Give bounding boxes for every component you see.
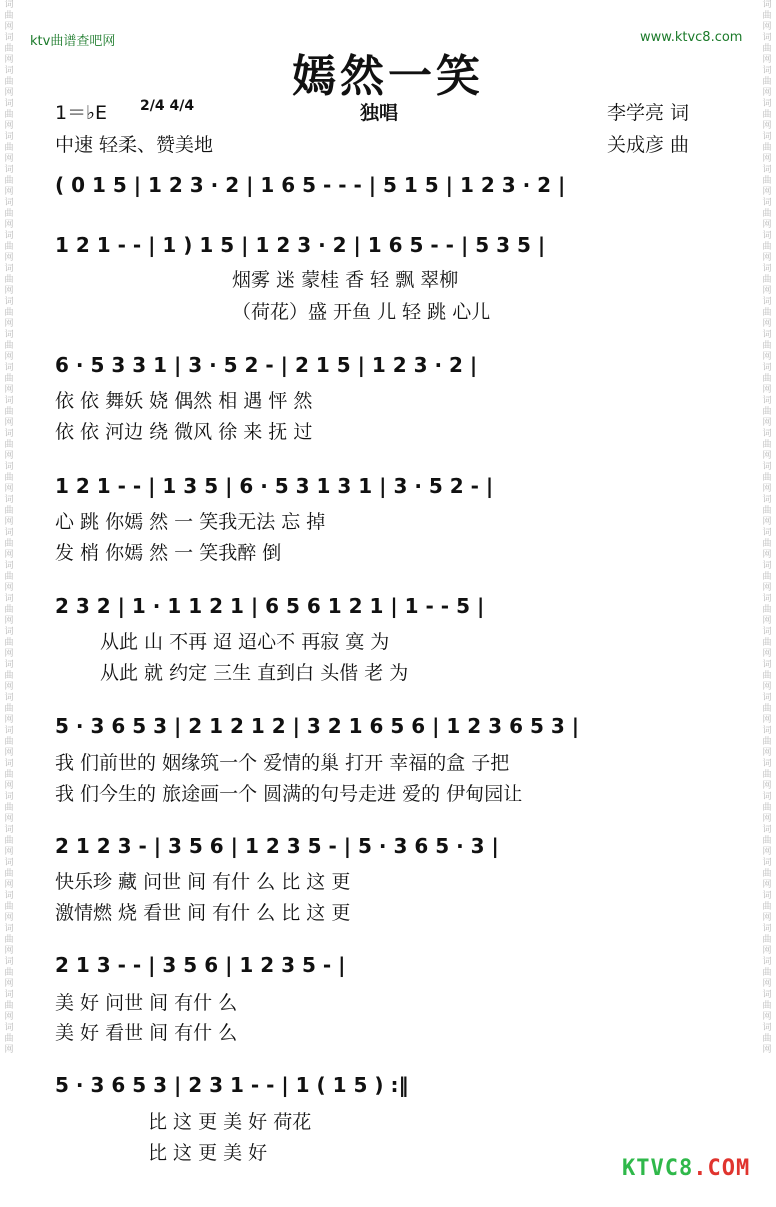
notes-line: 5 · 3 6 5 3 | 2 3 1 - - | 1 ( 1 5 ) :‖ bbox=[55, 1073, 409, 1097]
notes-line: 1 2 1 - - | 1 3 5 | 6 · 5 3 1 3 1 | 3 · 5 2 - | bbox=[55, 474, 494, 498]
notes-line: 2 1 2 3 - | 3 5 6 | 1 2 3 5 - | 5 · 3 6 5 · 3 | bbox=[55, 834, 499, 858]
side-watermark-right: 词曲网词曲网词曲网词曲网词曲网词曲网词曲网词曲网词曲网词曲网词曲网词曲网词曲网词曲网词曲网词曲网词曲网词曲网词曲网词曲网词曲网词曲网词曲网词曲网词曲网词曲网词曲网词曲网词曲网词曲网词曲网词曲网 bbox=[762, 0, 772, 1055]
lyric-verse-1: 我 们前世的 姻缘筑一个 爱情的巢 打开 幸福的盒 子把 bbox=[55, 752, 510, 774]
notes-line: 2 1 3 - - | 3 5 6 | 1 2 3 5 - | bbox=[55, 953, 346, 977]
lyric-verse-1: 从此 山 不再 迢 迢心不 再寂 寞 为 bbox=[100, 631, 390, 653]
side-watermark-left: 词曲网词曲网词曲网词曲网词曲网词曲网词曲网词曲网词曲网词曲网词曲网词曲网词曲网词曲网词曲网词曲网词曲网词曲网词曲网词曲网词曲网词曲网词曲网词曲网词曲网词曲网词曲网词曲网词曲网词曲网词曲网词曲网 bbox=[4, 0, 14, 1055]
lyric-verse-2: 我 们今生的 旅途画一个 圆满的句号走进 爱的 伊甸园让 bbox=[55, 783, 523, 805]
performance-type: 独唱 bbox=[360, 102, 399, 124]
notes-line: 5 · 3 6 5 3 | 2 1 2 1 2 | 3 2 1 6 5 6 | 1 2 3 6 5 3 | bbox=[55, 714, 580, 738]
lyric-verse-1: 心 跳 你嫣 然 一 笑我无法 忘 掉 bbox=[55, 511, 326, 533]
site-logo[interactable] bbox=[622, 1156, 750, 1181]
lyric-verse-2: 依 依 河边 绕 微风 徐 来 抚 过 bbox=[55, 421, 313, 443]
lyric-verse-2: （荷花）盛 开鱼 儿 轻 跳 心儿 bbox=[232, 301, 491, 323]
lyric-verse-2: 比 这 更 美 好 bbox=[148, 1142, 268, 1164]
site-name-left[interactable]: ktv曲谱查吧网 bbox=[30, 34, 116, 49]
lyric-verse-2: 从此 就 约定 三生 直到白 头偕 老 为 bbox=[100, 662, 409, 684]
lyric-verse-1: 比 这 更 美 好 荷花 bbox=[148, 1111, 312, 1133]
lyric-verse-2: 激情燃 烧 看世 间 有什 么 比 这 更 bbox=[55, 902, 351, 924]
lyric-verse-1: 快乐珍 藏 问世 间 有什 么 比 这 更 bbox=[55, 871, 351, 893]
time-signature: 2/4 4/4 bbox=[140, 98, 195, 114]
lyric-verse-2: 美 好 看世 间 有什 么 bbox=[55, 1022, 238, 1044]
lyric-verse-1: 依 依 舞妖 娆 偶然 相 遇 怦 然 bbox=[55, 390, 313, 412]
notes-line: ( 0 1 5 | 1 2 3 · 2 | 1 6 5 - - - | 5 1 5 | 1 2 3 · 2 | bbox=[55, 173, 566, 197]
notes-line: 1 2 1 - - | 1 ) 1 5 | 1 2 3 · 2 | 1 6 5 - - | 5 3 5 | bbox=[55, 233, 546, 257]
composer: 关成彦 曲 bbox=[607, 134, 690, 156]
site-url-right[interactable]: www.ktvc8.com bbox=[640, 30, 743, 45]
tempo-marking: 中速 轻柔、赞美地 bbox=[55, 134, 214, 156]
lyric-verse-2: 发 梢 你嫣 然 一 笑我醉 倒 bbox=[55, 542, 282, 564]
lyric-verse-1: 烟雾 迷 蒙桂 香 轻 飘 翠柳 bbox=[232, 269, 459, 291]
notes-line: 2 3 2 | 1 · 1 1 2 1 | 6 5 6 1 2 1 | 1 - - 5 | bbox=[55, 594, 485, 618]
notes-line: 6 · 5 3 3 1 | 3 · 5 2 - | 2 1 5 | 1 2 3 · 2 | bbox=[55, 353, 478, 377]
lyric-verse-1: 美 好 问世 间 有什 么 bbox=[55, 992, 238, 1014]
key-signature: 1＝♭E bbox=[55, 102, 108, 124]
song-title: 嫣然一笑 bbox=[292, 51, 484, 102]
lyricist: 李学亮 词 bbox=[607, 102, 690, 124]
logo-suffix-text: .COM bbox=[693, 1156, 751, 1181]
logo-main-text: KTVC8 bbox=[622, 1156, 694, 1181]
